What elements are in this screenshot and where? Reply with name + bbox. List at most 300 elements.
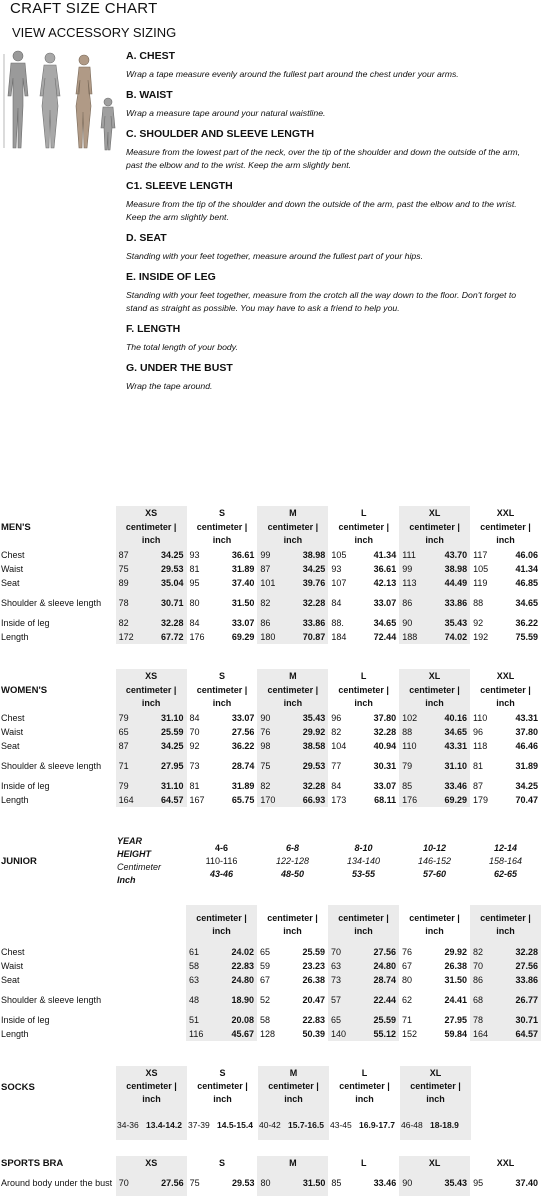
row-label: Seat	[1, 741, 20, 751]
instruction-shoulder-sleeve	[126, 128, 536, 172]
height-cm: 158-164	[488, 855, 523, 866]
cm-value: 76	[257, 725, 287, 739]
cm-value: 173	[331, 795, 347, 805]
unit-header: centimeter | inch	[399, 520, 470, 548]
cm-value: 84	[189, 713, 200, 723]
cm-value: 96	[472, 727, 483, 737]
age-range: 12-14	[493, 842, 518, 853]
cm-value: 80	[189, 598, 200, 608]
unit-header: centimeter | inch	[197, 1081, 248, 1104]
view-accessory-sizing-link[interactable]: VIEW ACCESSORY SIZING	[12, 25, 177, 40]
cm-value: 111	[399, 548, 429, 562]
inch-value: 33.07	[231, 713, 255, 723]
inch-value: 33.86	[429, 590, 470, 616]
unit-header: centimeter | inch	[339, 1081, 390, 1104]
size-header: XL	[399, 506, 470, 520]
inch-value: 27.56	[146, 1170, 187, 1196]
junior-size-table	[0, 905, 541, 1041]
height-label: HEIGHT	[117, 849, 152, 859]
instruction-text: Measure from the lowest part of the neck, over the tip of the shoulder and down the outside of the arm, past the elbow and to the wrist. Keep the arm slightly bent.	[126, 147, 521, 170]
inch-value: 33.86	[287, 616, 328, 630]
inch-value: 64.57	[498, 1027, 541, 1041]
inch-value: 70.47	[515, 795, 538, 805]
page-title: CRAFT SIZE CHART	[10, 0, 158, 17]
table-row	[0, 548, 541, 562]
inch-value: 31.10	[146, 779, 187, 793]
inch-value: 36.61	[231, 550, 255, 560]
size-header: S	[219, 1158, 226, 1168]
cm-value: 80	[402, 975, 413, 985]
cm-value: 79	[116, 711, 146, 725]
cm-value: 88	[473, 598, 484, 608]
size-header: XXL	[496, 508, 515, 518]
cm-value: 68	[470, 987, 498, 1013]
cm-value: 152	[402, 1029, 418, 1039]
cm-value: 90	[257, 711, 287, 725]
male-figure-icon	[4, 51, 28, 148]
size-header: XL	[399, 669, 470, 683]
cm-value: 52	[260, 995, 271, 1005]
inch-value: 32.28	[498, 945, 541, 959]
inch-value: 69.29	[429, 793, 470, 807]
instruction-text: Wrap a measure tape around your natural waistline.	[126, 108, 326, 118]
inch-value: 46.46	[515, 741, 538, 751]
cm-value: 99	[399, 562, 429, 576]
cm-value: 93	[331, 564, 342, 574]
inch-value: 22.44	[356, 987, 399, 1013]
inch-value: 34.25	[146, 548, 187, 562]
inch-value: 43.70	[429, 548, 470, 562]
table-row	[0, 959, 541, 973]
size-header: XL	[399, 1156, 470, 1170]
cm-value: 90	[399, 1170, 429, 1196]
inch-value: 31.50	[444, 975, 467, 985]
table-row	[0, 616, 541, 630]
instruction-heading: B. WAIST	[126, 89, 173, 101]
cm-value: 87	[257, 562, 287, 576]
instruction-text: Standing with your feet together, measure around the fullest part of your hips.	[126, 251, 423, 261]
inch-value: 34.65	[515, 598, 538, 608]
cm-value: 77	[331, 761, 342, 771]
cm-value: 96	[331, 713, 342, 723]
cm-value: 90	[399, 616, 429, 630]
inch-label: Inch	[117, 875, 136, 885]
inch-value: 32.28	[287, 779, 328, 793]
centimeter-label: Centimeter	[117, 862, 162, 872]
inch-value: 20.47	[302, 995, 325, 1005]
inch-value: 33.46	[373, 1178, 397, 1188]
cm-value: 113	[399, 576, 429, 590]
row-label: Inside of leg	[1, 618, 50, 628]
size-header: XL	[400, 1066, 471, 1080]
instruction-text: Standing with your feet together, measure from the crotch all the way down to the floor. Don't forget to stand as straight as possible. You may have to ask a friend to help you.	[126, 290, 517, 313]
inch-value: 29.92	[287, 725, 328, 739]
inch-value: 31.50	[287, 1170, 328, 1196]
unit-header: centimeter | inch	[116, 520, 187, 548]
inch-value: 35.43	[429, 616, 470, 630]
cm-value: 63	[328, 959, 356, 973]
inch-value: 26.38	[302, 975, 325, 985]
row-label: Shoulder & sleeve length	[1, 761, 102, 771]
inch-value: 27.56	[356, 945, 399, 959]
size-header: XS	[116, 1156, 187, 1170]
inch-value: 43.31	[515, 713, 538, 723]
unit-header: centimeter | inch	[399, 683, 470, 711]
instruction-heading: E. INSIDE OF LEG	[126, 271, 216, 283]
inch-value: 41.34	[515, 564, 538, 574]
row-label: Inside of leg	[1, 1015, 50, 1025]
instruction-waist	[126, 89, 536, 120]
cm-value: 110	[399, 739, 429, 753]
inch-value: 38.98	[287, 548, 328, 562]
cm-value: 81	[472, 761, 483, 771]
cm-value: 82	[257, 590, 287, 616]
female-figure-icon	[40, 53, 60, 148]
cm-value: 34-36	[116, 1110, 146, 1140]
cm-value: 46-48	[400, 1110, 430, 1140]
cm-value: 105	[473, 564, 489, 574]
inch-value: 36.22	[515, 618, 538, 628]
unit-header: centimeter | inch	[338, 685, 389, 708]
unit-header: centimeter | inch	[196, 522, 248, 545]
junior-age-column	[470, 830, 541, 892]
cm-value: 40-42	[258, 1110, 288, 1140]
section-label: SPORTS BRA	[1, 1157, 64, 1169]
cm-value: 78	[116, 590, 146, 616]
measurement-instructions	[126, 50, 536, 401]
inch-value: 22.83	[302, 1015, 325, 1025]
row-label: Chest	[1, 947, 25, 957]
row-label: Waist	[1, 727, 24, 737]
size-header: XXL	[496, 671, 515, 681]
instruction-text: Wrap the tape around.	[126, 381, 213, 391]
inch-value: 29.53	[146, 562, 187, 576]
size-header: M	[257, 506, 328, 520]
cm-value: 89	[116, 576, 146, 590]
height-inch: 53-55	[351, 868, 376, 879]
inch-value: 55.12	[356, 1027, 399, 1041]
cm-value: 73	[328, 973, 356, 987]
cm-value: 128	[260, 1029, 276, 1039]
size-header: L	[360, 671, 367, 681]
height-cm: 134-140	[346, 855, 381, 866]
size-header: S	[218, 508, 225, 518]
inch-value: 30.71	[498, 1013, 541, 1027]
cm-value: 117	[473, 550, 488, 560]
instruction-heading: C. SHOULDER AND SLEEVE LENGTH	[126, 128, 315, 140]
female-figure-icon	[76, 55, 92, 148]
inch-value: 75.59	[515, 632, 538, 642]
cm-value: 57	[328, 987, 356, 1013]
cm-value: 65	[116, 725, 146, 739]
cm-value: 84	[189, 618, 200, 628]
unit-header: centimeter | inch	[116, 683, 187, 711]
instruction-sleeve	[126, 180, 536, 224]
unit-header: centimeter | inch	[258, 1080, 329, 1110]
cm-value: 118	[472, 741, 488, 751]
row-label: Shoulder & sleeve length	[1, 995, 102, 1005]
unit-header: centimeter | inch	[400, 1080, 471, 1110]
unit-header: centimeter | inch	[267, 913, 318, 936]
inch-value: 31.10	[429, 753, 470, 779]
socks-size-table	[0, 1066, 471, 1140]
cm-value: 86	[399, 590, 429, 616]
instruction-text: The total length of your body.	[126, 342, 238, 352]
inch-value: 30.31	[373, 761, 397, 771]
cm-value: 95	[189, 578, 200, 588]
cm-value: 85	[399, 779, 429, 793]
junior-age-column	[186, 830, 257, 892]
cm-value: 65	[328, 1013, 356, 1027]
year-label: YEAR	[117, 836, 143, 846]
height-cm: 146-152	[417, 855, 452, 866]
unit-header: centimeter | inch	[409, 913, 460, 936]
cm-value: 67	[402, 961, 413, 971]
size-header: L	[361, 1158, 367, 1168]
cm-value: 85	[331, 1178, 342, 1188]
cm-value: 79	[116, 779, 146, 793]
instruction-heading: A. CHEST	[126, 50, 176, 62]
inch-value: 27.56	[231, 727, 255, 737]
row-label: Length	[1, 795, 29, 805]
row-label: Inside of leg	[1, 781, 50, 791]
table-row	[0, 711, 541, 725]
instruction-length	[126, 323, 536, 354]
cm-value: 84	[331, 781, 342, 791]
cm-value: 188	[399, 630, 429, 644]
inch-value: 24.80	[214, 973, 257, 987]
inch-value: 69.29	[231, 632, 255, 642]
cm-value: 192	[473, 632, 489, 642]
row-label: Seat	[1, 975, 20, 985]
inch-value: 15.7-16.5	[288, 1110, 329, 1140]
inch-value: 27.95	[444, 1015, 467, 1025]
inch-value: 67.72	[146, 630, 187, 644]
age-range: 6-8	[285, 842, 299, 853]
inch-value: 35.43	[287, 711, 328, 725]
cm-value: 95	[473, 1178, 484, 1188]
inch-value: 35.43	[429, 1170, 470, 1196]
inch-value: 72.44	[373, 632, 397, 642]
row-label: Waist	[1, 564, 24, 574]
cm-value: 176	[399, 793, 429, 807]
instruction-text: Measure from the tip of the shoulder and down the outside of the arm, past the elbow and to the wrist. Keep the arm slightly bent.	[126, 199, 517, 222]
cm-value: 179	[472, 795, 488, 805]
cm-value: 87	[116, 739, 146, 753]
unit-header: centimeter | inch	[196, 685, 248, 708]
inch-value: 37.40	[515, 1178, 538, 1188]
table-row	[0, 562, 541, 576]
age-range: 8-10	[354, 842, 373, 853]
inch-value: 29.53	[287, 753, 328, 779]
unit-header: centimeter | inch	[186, 905, 257, 945]
size-header-row	[0, 1156, 541, 1170]
inch-value: 31.50	[231, 598, 255, 608]
row-label: Shoulder & sleeve length	[1, 598, 102, 608]
cm-value: 101	[257, 576, 287, 590]
inch-value: 50.39	[302, 1029, 325, 1039]
inch-value: 36.22	[231, 741, 255, 751]
cm-value: 82	[116, 616, 146, 630]
inch-value: 43.31	[429, 739, 470, 753]
inch-value: 13.4-14.2	[146, 1110, 187, 1140]
unit-header: centimeter | inch	[338, 522, 390, 545]
cm-value: 81	[189, 564, 200, 574]
cm-value: 80	[257, 1170, 287, 1196]
instruction-chest	[126, 50, 536, 81]
inch-value: 25.59	[146, 725, 187, 739]
table-row	[0, 590, 541, 616]
cm-value: 119	[473, 578, 488, 588]
size-header: XS	[116, 669, 187, 683]
inch-value: 20.08	[214, 1013, 257, 1027]
cm-value: 176	[189, 632, 205, 642]
cm-value: 75	[257, 753, 287, 779]
section-label: SOCKS	[1, 1082, 35, 1093]
cm-value: 86	[470, 973, 498, 987]
table-row	[0, 1170, 541, 1196]
cm-value: 92	[473, 618, 484, 628]
size-header: M	[257, 669, 328, 683]
cm-value: 62	[402, 995, 413, 1005]
table-row	[0, 739, 541, 753]
junior-header-table	[0, 830, 541, 892]
instruction-heading: F. LENGTH	[126, 323, 181, 335]
inch-value: 34.65	[429, 725, 470, 739]
cm-value: 140	[328, 1027, 356, 1041]
inch-value: 33.07	[231, 618, 255, 628]
table-row	[0, 1027, 541, 1041]
cm-value: 180	[257, 630, 287, 644]
row-label: Chest	[1, 713, 25, 723]
cm-value: 63	[186, 973, 214, 987]
row-label: Around body under the bust	[1, 1178, 113, 1188]
cm-value: 65	[260, 947, 271, 957]
section-label: JUNIOR	[1, 855, 37, 867]
age-range: 4-6	[214, 842, 228, 853]
inch-value: 22.83	[214, 959, 257, 973]
inch-value: 26.77	[498, 987, 541, 1013]
junior-header-row	[0, 830, 541, 892]
height-inch: 57-60	[422, 868, 447, 879]
cm-value: 75	[189, 1178, 200, 1188]
inch-value: 31.10	[146, 711, 187, 725]
year-height-header	[116, 830, 186, 892]
inch-value: 35.04	[146, 576, 187, 590]
inch-value: 31.89	[231, 781, 255, 791]
inch-value: 40.94	[373, 741, 397, 751]
cm-value: 110	[472, 713, 488, 723]
size-header-row	[0, 1066, 471, 1080]
row-label: Seat	[1, 578, 20, 588]
cm-value: 172	[116, 630, 146, 644]
inch-value: 68.11	[374, 795, 397, 805]
unit-header: centimeter | inch	[480, 685, 531, 708]
cm-value: 70	[470, 959, 498, 973]
inch-value: 36.61	[373, 564, 397, 574]
cm-value: 87	[116, 548, 146, 562]
inch-value: 64.57	[146, 793, 187, 807]
inch-value: 34.25	[146, 739, 187, 753]
cm-value: 67	[260, 975, 271, 985]
inch-value: 33.86	[498, 973, 541, 987]
size-header: L	[361, 508, 367, 518]
inch-value: 34.25	[515, 781, 538, 791]
inch-value: 29.53	[231, 1178, 255, 1188]
instruction-under-bust	[126, 362, 536, 393]
instruction-heading: C1. SLEEVE LENGTH	[126, 180, 233, 192]
age-range: 10-12	[422, 842, 447, 853]
size-header: S	[219, 1068, 226, 1078]
size-header: XXL	[496, 1158, 515, 1168]
table-row	[0, 725, 541, 739]
inch-value: 70.87	[287, 630, 328, 644]
inch-value: 23.23	[302, 961, 325, 971]
inch-value: 31.89	[231, 564, 255, 574]
size-header: XS	[116, 1066, 187, 1080]
section-label: WOMEN'S	[1, 684, 48, 696]
height-inch: 48-50	[280, 868, 305, 879]
inch-value: 28.74	[356, 973, 399, 987]
inch-value: 27.56	[498, 959, 541, 973]
cm-value: 70	[116, 1170, 146, 1196]
inch-value: 46.06	[515, 550, 538, 560]
cm-value: 87	[472, 781, 483, 791]
inch-value: 46.85	[515, 578, 538, 588]
inch-value: 34.65	[373, 618, 397, 628]
cm-value: 88.	[331, 618, 344, 628]
inch-value: 25.59	[356, 1013, 399, 1027]
cm-value: 105	[331, 550, 347, 560]
cm-value: 82	[470, 945, 498, 959]
inch-value: 74.02	[429, 630, 470, 644]
size-header: XS	[116, 506, 187, 520]
inch-value: 24.80	[356, 959, 399, 973]
table-row	[0, 753, 541, 779]
inch-value: 33.07	[373, 598, 397, 608]
body-figures-illustration	[2, 48, 122, 154]
row-label: Length	[1, 1029, 29, 1039]
height-inch: 62-65	[493, 868, 518, 879]
inch-value: 32.28	[373, 727, 397, 737]
table-row	[0, 1013, 541, 1027]
inch-value: 59.84	[444, 1029, 467, 1039]
cm-value: 93	[189, 550, 200, 560]
inch-value: 27.95	[146, 753, 187, 779]
cm-value: 51	[186, 1013, 214, 1027]
table-row	[0, 793, 541, 807]
inch-value: 66.93	[287, 793, 328, 807]
table-row	[0, 779, 541, 793]
cm-value: 76	[402, 947, 413, 957]
inch-value: 14.5-15.4	[217, 1120, 253, 1130]
size-header: S	[218, 671, 225, 681]
inch-value: 34.25	[287, 562, 328, 576]
unit-header: centimeter | inch	[470, 905, 541, 945]
unit-header: centimeter | inch	[480, 522, 531, 545]
cm-value: 164	[470, 1027, 498, 1041]
cm-value: 164	[116, 793, 146, 807]
cm-value: 81	[189, 781, 200, 791]
cm-value: 99	[257, 548, 287, 562]
inch-value: 31.89	[515, 761, 538, 771]
instruction-heading: D. SEAT	[126, 232, 167, 244]
inch-value: 28.74	[231, 761, 255, 771]
womens-size-table	[0, 669, 541, 807]
cm-value: 71	[116, 753, 146, 779]
row-label: Length	[1, 632, 29, 642]
mens-size-table	[0, 506, 541, 644]
